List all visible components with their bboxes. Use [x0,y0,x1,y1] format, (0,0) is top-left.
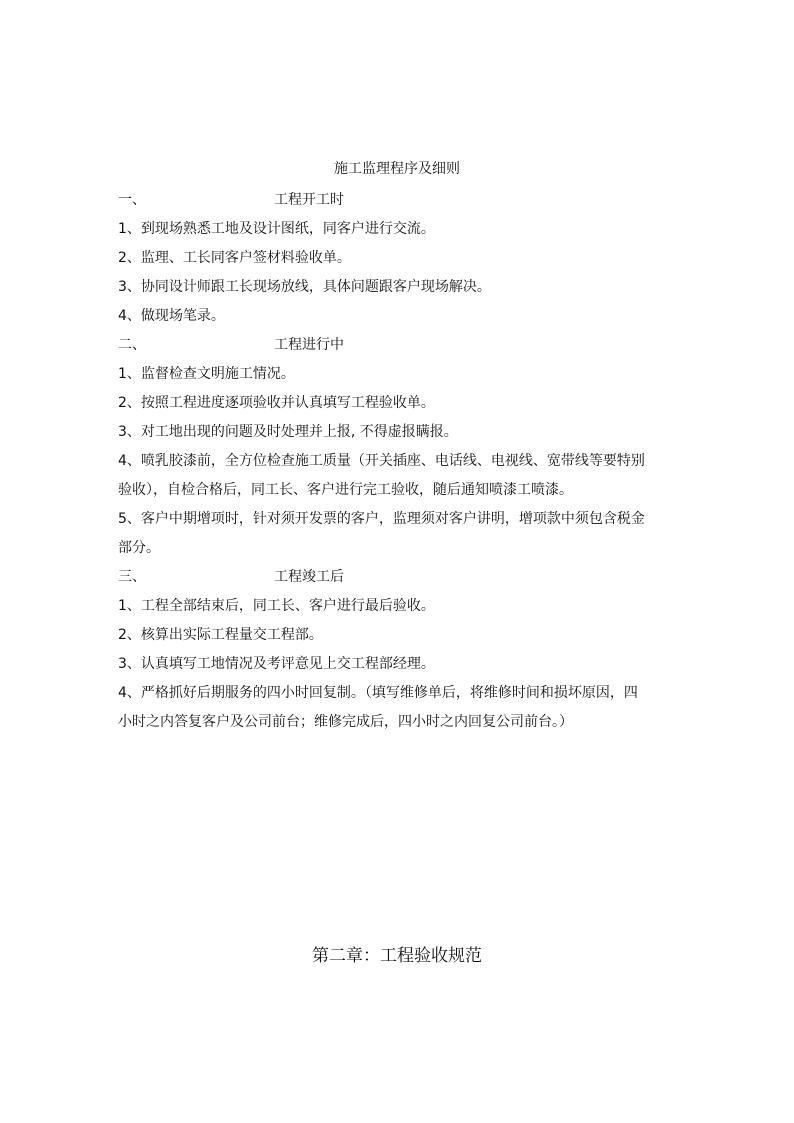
section-title: 工程进行中 [274,337,344,353]
list-item: 1、工程全部结束后，同工长、客户进行最后验收。 [118,598,435,614]
list-item-line: 4、喷乳胶漆前，全方位检查施工质量（开关插座、电话线、电视线、宽带线等要特别 [118,453,645,469]
list-item: 3、对工地出现的问题及时处理并上报, 不得虚报瞒报。 [118,424,458,440]
document-body [118,186,678,737]
section-heading-1 [118,186,678,215]
list-item: 1、监督检查文明施工情况。 [118,366,295,382]
list-item: 1、到现场熟悉工地及设计图纸，同客户进行交流。 [118,221,435,237]
list-item: 2、按照工程进度逐项验收并认真填写工程验收单。 [118,395,435,411]
list-item: 3、协同设计师跟工长现场放线，具体问题跟客户现场解决。 [118,279,491,295]
section-number: 一、 [118,192,146,208]
list-item: 3、认真填写工地情况及考评意见上交工程部经理。 [118,656,435,672]
section-heading-2 [118,331,678,360]
section-title: 工程开工时 [274,192,344,208]
list-item: 2、核算出实际工程量交工程部。 [118,627,323,643]
section-title: 工程竣工后 [274,569,344,585]
section-heading-3 [118,563,678,592]
section-number: 三、 [118,569,146,585]
chapter-heading: 第二章：工程验收规范 [312,946,482,966]
list-item-line: 5、客户中期增项时，针对须开发票的客户，监理须对客户讲明，增项款中须包含税金 [118,511,645,527]
list-item: 2、监理、工长同客户签材料验收单。 [118,250,351,266]
list-item-continuation: 验收），自检合格后，同工长、客户进行完工验收，随后通知喷漆工喷漆。 [118,482,573,498]
document-title: 施工监理程序及细则 [334,161,460,177]
list-item-line: 4、严格抓好后期服务的四小时回复制。（填写维修单后，将维修时间和损坏原因，四 [118,685,638,701]
list-item-continuation: 小时之内答复客户及公司前台；维修完成后，四小时之内回复公司前台。） [118,714,573,730]
section-number: 二、 [118,337,146,353]
list-item-continuation: 部分。 [118,540,160,556]
list-item: 4、做现场笔录。 [118,308,225,324]
